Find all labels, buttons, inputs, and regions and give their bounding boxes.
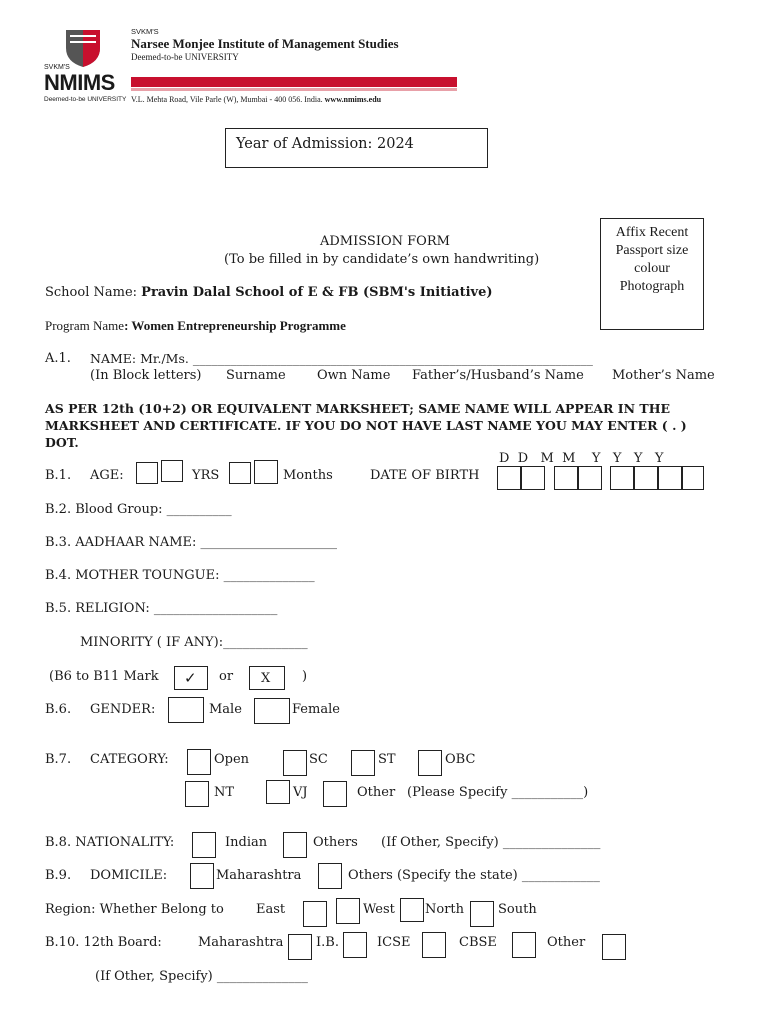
- board-icse-checkbox[interactable]: [422, 932, 446, 958]
- year-of-admission: Year of Admission: 2024: [236, 136, 414, 152]
- open-checkbox[interactable]: [187, 749, 211, 775]
- open-label: Open: [214, 752, 250, 767]
- b1-num: B.1.: [45, 468, 72, 483]
- program-label: Program Name: [45, 318, 125, 333]
- st-label: ST: [378, 752, 396, 767]
- south-label: South: [498, 902, 537, 917]
- header-svkm: SVKM'S: [131, 27, 159, 36]
- dob-year-box-3[interactable]: [658, 466, 682, 490]
- a1-num: A.1.: [45, 351, 71, 366]
- age-years-box-2[interactable]: [161, 460, 183, 482]
- months-label: Months: [283, 468, 333, 483]
- female-label: Female: [292, 702, 340, 717]
- a1-mother-name: Mother’s Name: [612, 368, 715, 383]
- aadhaar-name-field[interactable]: B.3. AADHAAR NAME: _____________________: [45, 535, 338, 550]
- nationality-others-checkbox[interactable]: [283, 832, 307, 858]
- sc-label: SC: [309, 752, 328, 767]
- age-months-box-1[interactable]: [229, 462, 251, 484]
- other-category-checkbox[interactable]: [323, 781, 347, 807]
- domicile-label: DOMICILE:: [90, 868, 168, 883]
- mark-hint-prefix: (B6 to B11 Mark: [49, 669, 159, 684]
- dob-header: D D M M Y Y Y Y: [499, 451, 664, 466]
- north-label: North: [425, 902, 465, 917]
- domicile-others-checkbox[interactable]: [318, 863, 342, 889]
- category-specify-field[interactable]: (Please Specify ___________): [407, 785, 589, 800]
- domicile-others-field[interactable]: Others (Specify the state) ____________: [348, 868, 600, 883]
- b9-num: B.9.: [45, 868, 72, 883]
- vj-checkbox[interactable]: [266, 780, 290, 804]
- board-maharashtra-checkbox[interactable]: [288, 934, 312, 960]
- school-label: School Name:: [45, 285, 142, 300]
- age-label: AGE:: [90, 468, 124, 483]
- region-label: Region: Whether Belong to: [45, 902, 224, 917]
- program-value: : Women Entrepreneurship Programme: [124, 318, 346, 333]
- sc-checkbox[interactable]: [283, 750, 307, 776]
- st-checkbox[interactable]: [351, 750, 375, 776]
- photo-line-3: colour: [634, 261, 670, 276]
- form-subtitle: (To be filled in by candidate’s own handwriting): [224, 252, 540, 267]
- gender-label: GENDER:: [90, 702, 156, 717]
- nationality-specify-field[interactable]: (If Other, Specify) _______________: [381, 835, 601, 850]
- school-value: Pravin Dalal School of E & FB (SBM's Initiative): [141, 285, 493, 300]
- other-category-label: Other: [357, 785, 396, 800]
- logo-main-text: NMIMS: [44, 70, 115, 95]
- religion-field[interactable]: B.5. RELIGION: ___________________: [45, 601, 278, 616]
- dob-label: DATE OF BIRTH: [370, 468, 480, 483]
- board-ib-label: I.B.: [316, 935, 339, 950]
- website-text: www.nmims.edu: [324, 95, 382, 104]
- school-name: [45, 285, 493, 300]
- a1-own-name: Own Name: [317, 368, 391, 383]
- male-checkbox[interactable]: [168, 697, 204, 723]
- blood-group-field[interactable]: B.2. Blood Group: __________: [45, 502, 232, 517]
- nationality-label: B.8. NATIONALITY:: [45, 835, 175, 850]
- obc-label: OBC: [445, 752, 476, 767]
- east-label: East: [256, 902, 286, 917]
- south-checkbox[interactable]: [470, 901, 494, 927]
- photo-line-4: Photograph: [619, 279, 685, 294]
- category-label: CATEGORY:: [90, 752, 169, 767]
- dob-day-box-1[interactable]: [497, 466, 521, 490]
- board-other-checkbox[interactable]: [602, 934, 626, 960]
- board-other-label: Other: [547, 935, 586, 950]
- minority-field[interactable]: MINORITY ( IF ANY):_____________: [80, 635, 308, 650]
- board-cbse-checkbox[interactable]: [512, 932, 536, 958]
- notice-line-2: MARKSHEET AND CERTIFICATE. IF YOU DO NOT HAVE LAST NAME YOU MAY ENTER ( . ): [45, 418, 687, 433]
- dob-year-box-4[interactable]: [682, 466, 704, 490]
- dob-year-box-2[interactable]: [634, 466, 658, 490]
- photo-line-1: Affix Recent: [615, 225, 689, 240]
- logo-top-text: SVKM'S: [44, 64, 70, 71]
- board-specify-field[interactable]: (If Other, Specify) ______________: [95, 969, 308, 984]
- header-address: [131, 95, 381, 104]
- board-icse-label: ICSE: [377, 935, 411, 950]
- male-label: Male: [209, 702, 242, 717]
- yrs-label: YRS: [192, 468, 220, 483]
- a1-father-name: Father’s/Husband’s Name: [412, 368, 584, 383]
- east-checkbox[interactable]: [303, 901, 327, 927]
- north-checkbox[interactable]: [400, 898, 424, 922]
- domicile-maharashtra-label: Maharashtra: [216, 868, 302, 883]
- board-label: B.10. 12th Board:: [45, 935, 162, 950]
- header-deemed: Deemed-to-be UNIVERSITY: [131, 52, 239, 62]
- dob-month-box-2[interactable]: [578, 466, 602, 490]
- dob-year-box-1[interactable]: [610, 466, 634, 490]
- a1-block-letters: (In Block letters): [90, 368, 202, 383]
- tick-icon: ✓: [184, 669, 197, 687]
- female-checkbox[interactable]: [254, 698, 290, 724]
- form-title: ADMISSION FORM: [320, 234, 450, 249]
- program-name: [45, 318, 346, 334]
- west-label: West: [363, 902, 395, 917]
- nt-label: NT: [214, 785, 235, 800]
- board-maharashtra-label: Maharashtra: [198, 935, 284, 950]
- mark-hint-or: or: [219, 669, 234, 684]
- b6-num: B.6.: [45, 702, 72, 717]
- age-years-box-1[interactable]: [136, 462, 158, 484]
- address-text: V.L. Mehta Road, Vile Parle (W), Mumbai - 400 056. India.: [131, 95, 323, 104]
- a1-surname: Surname: [226, 368, 286, 383]
- header-red-bar: [131, 77, 457, 87]
- photo-line-2: Passport size: [615, 243, 689, 258]
- shield-logo-icon: [64, 28, 102, 68]
- board-ib-checkbox[interactable]: [343, 932, 367, 958]
- board-cbse-label: CBSE: [459, 935, 497, 950]
- dob-month-box-1[interactable]: [554, 466, 578, 490]
- notice-line-3: DOT.: [45, 435, 79, 450]
- indian-checkbox[interactable]: [192, 832, 216, 858]
- a1-name-field[interactable]: NAME: Mr./Ms. ________________________________________________________________: [90, 351, 593, 366]
- notice-line-1: AS PER 12th (10+2) OR EQUIVALENT MARKSHEET; SAME NAME WILL APPEAR IN THE: [45, 401, 671, 416]
- logo-sub-text: Deemed-to-be UNIVERSITY: [44, 96, 127, 103]
- nationality-others-label: Others: [313, 835, 358, 850]
- cross-icon: X: [261, 671, 271, 686]
- west-checkbox[interactable]: [336, 898, 360, 924]
- vj-label: VJ: [293, 785, 308, 800]
- mother-tongue-field[interactable]: B.4. MOTHER TOUNGUE: ______________: [45, 568, 315, 583]
- mark-hint-suffix: ): [302, 669, 308, 684]
- nt-checkbox[interactable]: [185, 781, 209, 807]
- b7-num: B.7.: [45, 752, 72, 767]
- obc-checkbox[interactable]: [418, 750, 442, 776]
- age-months-box-2[interactable]: [254, 460, 278, 484]
- dob-day-box-2[interactable]: [521, 466, 545, 490]
- indian-label: Indian: [225, 835, 268, 850]
- header-institute: Narsee Monjee Institute of Management Studies: [131, 36, 399, 51]
- domicile-maharashtra-checkbox[interactable]: [190, 863, 214, 889]
